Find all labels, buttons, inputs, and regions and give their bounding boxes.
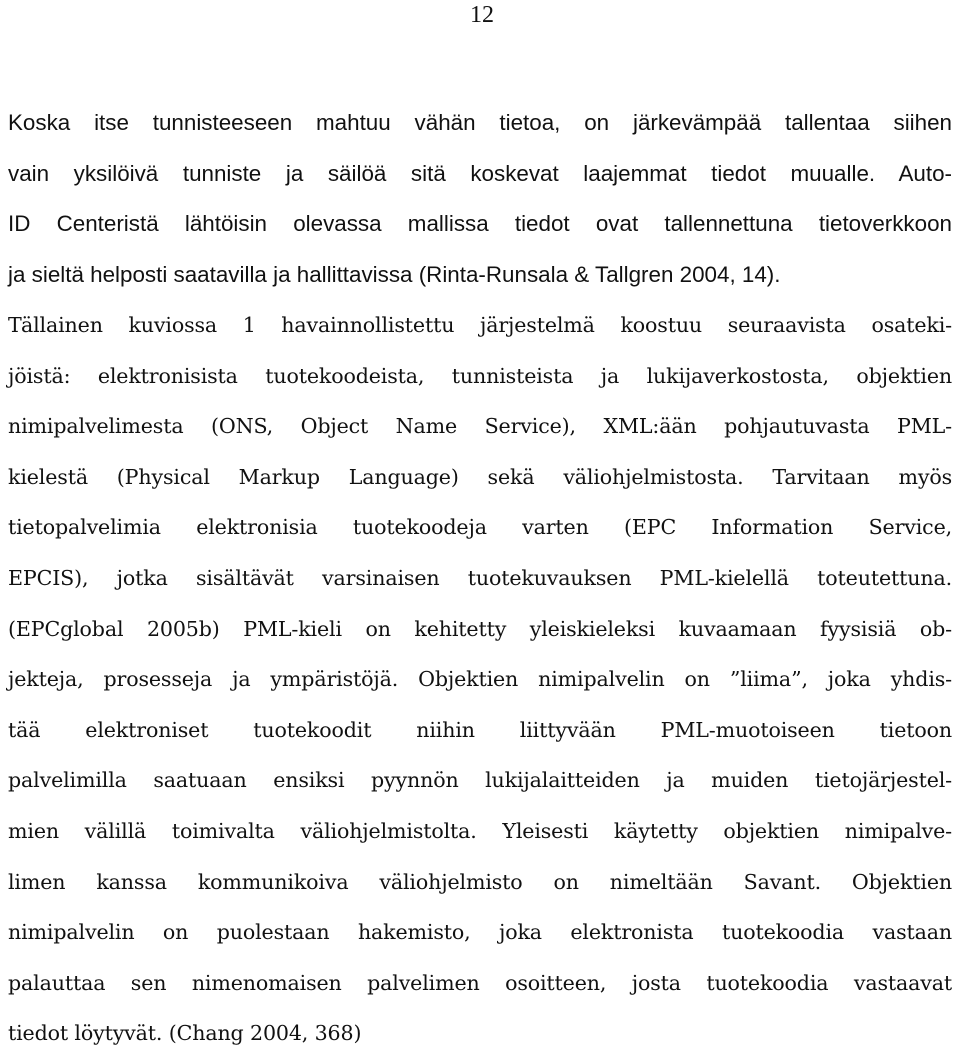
text-line: nimipalvelin on puolestaan hakemisto, joka elektronista tuotekoodia vastaan bbox=[8, 920, 952, 945]
text-line: jekteja, prosesseja ja ympäristöjä. Objektien nimipalvelin on ”liima”, joka yhdis- bbox=[8, 667, 952, 692]
text-line: tietopalvelimia elektronisia tuotekoodeja varten (EPC Information Service, bbox=[8, 515, 952, 540]
text-line: kielestä (Physical Markup Language) sekä väliohjelmistosta. Tarvitaan myös bbox=[8, 464, 952, 489]
text-line: jöistä: elektronisista tuotekoodeista, tunnisteista ja lukijaverkostosta, objektien bbox=[8, 363, 952, 388]
text-line: EPCIS), jotka sisältävät varsinaisen tuotekuvauksen PML-kielellä toteutettuna. bbox=[8, 565, 952, 590]
text-line: ja sieltä helposti saatavilla ja hallittavissa (Rinta-Runsala & Tallgren 2004, 14). bbox=[8, 261, 781, 287]
paragraph-intro bbox=[8, 98, 952, 300]
text-line: limen kanssa kommunikoiva väliohjelmisto on nimeltään Savant. Objektien bbox=[8, 869, 952, 894]
text-line: tää elektroniset tuotekoodit niihin liittyvään PML-muotoiseen tietoon bbox=[8, 717, 952, 742]
text-line: Tällainen kuviossa 1 havainnollistettu järjestelmä koostuu seuraavista osateki- bbox=[8, 313, 952, 337]
text-line: palauttaa sen nimenomaisen palvelimen osoitteen, josta tuotekoodia vastaavat bbox=[8, 970, 952, 995]
text-line: nimipalvelimesta (ONS, Object Name Service), XML:ään pohjautuvasta PML- bbox=[8, 414, 952, 439]
page-number: 12 bbox=[470, 2, 494, 28]
text-line: vain yksilöivä tunniste ja säilöä sitä koskevat laajemmat tiedot muualle. Auto- bbox=[8, 160, 952, 186]
text-line: (EPCglobal 2005b) PML-kieli on kehitetty yleiskieleksi kuvaamaan fyysisiä ob- bbox=[8, 616, 952, 641]
text-line: Koska itse tunnisteeseen mahtuu vähän tietoa, on järkevämpää tallentaa siihen bbox=[8, 110, 952, 135]
paragraph-system bbox=[8, 300, 952, 1059]
text-line: mien välillä toimivalta väliohjelmistolta. Yleisesti käytetty objektien nimipalve- bbox=[8, 818, 952, 843]
text-line: tiedot löytyvät. (Chang 2004, 368) bbox=[8, 1021, 362, 1046]
text-line: palvelimilla saatuaan ensiksi pyynnön lukijalaitteiden ja muiden tietojärjestel- bbox=[8, 768, 952, 793]
text-line: ID Centeristä lähtöisin olevassa mallissa tiedot ovat tallennettuna tietoverkkoon bbox=[8, 211, 952, 237]
